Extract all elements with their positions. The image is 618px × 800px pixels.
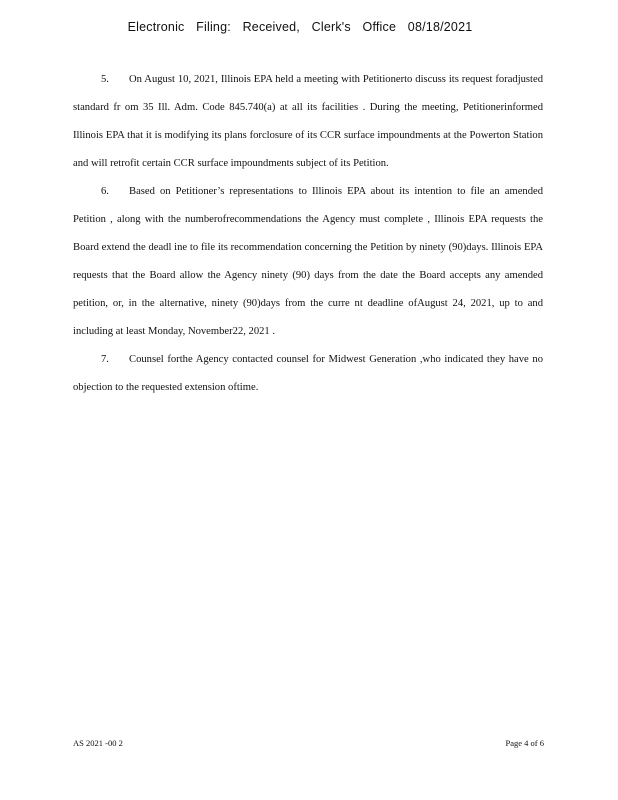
page-number-footer: Page 4 of 6 <box>505 738 544 748</box>
paragraph-5 <box>73 66 543 178</box>
filing-stamp-header: Electronic Filing: Received, Clerk's Office 08/18/2021 <box>127 20 473 34</box>
paragraph-text: On August 10, 2021, Illinois EPA held a meeting with Petitionerto discuss its request foradjusted standard fr om 35 Ill. Adm. Code 845.740(a) at all its facilities . During the meeting, Petitionerinformed Illinois EPA that it is modifying its plans forclosure of its CCR surface impoundments at the Powerton Station and will retrofit certain CCR surface impoundments subject of its Petition. <box>73 74 543 169</box>
paragraph-6 <box>73 178 543 346</box>
paragraph-number: 5. <box>101 74 109 85</box>
case-number-footer: AS 2021 -00 2 <box>73 738 123 748</box>
paragraph-number: 6. <box>101 186 109 197</box>
document-body <box>73 66 543 402</box>
paragraph-number: 7. <box>101 354 109 365</box>
paragraph-7 <box>73 346 543 402</box>
paragraph-text: Based on Petitioner’s representations to Illinois EPA about its intention to file an amended Petition , along with the numberofrecommendations the Agency must complete , Illinois EPA requests the Board extend the deadl ine to file its recommendation concerning the Petition by ninety (90)days. Illinois EPA requests that the Board allow the Agency ninety (90) days from the date the Board accepts any amended petition, or, in the alternative, ninety (90)days from the curre nt deadline ofAugust 24, 2021, up to and including at least Monday, November22, 2021 . <box>73 186 543 337</box>
paragraph-text: Counsel forthe Agency contacted counsel for Midwest Generation ,who indicated they have no objection to the requested extension oftime. <box>73 354 543 393</box>
